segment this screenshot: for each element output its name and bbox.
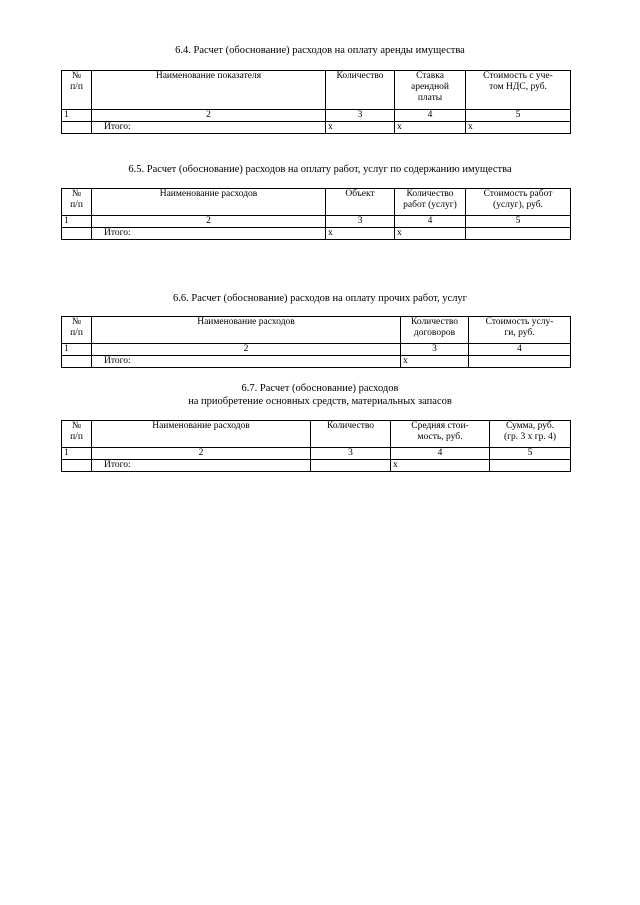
column-number-cell: 3 bbox=[311, 448, 391, 460]
column-number-cell: 3 bbox=[326, 216, 395, 228]
section-6-4-title: 6.4. Расчет (обоснование) расходов на оплату аренды имущества bbox=[175, 45, 465, 56]
total-row bbox=[62, 228, 571, 240]
column-number-cell: 4 bbox=[391, 448, 490, 460]
header-cell: № п/п bbox=[62, 317, 92, 344]
column-number-cell: 4 bbox=[469, 344, 571, 356]
table-6-7 bbox=[61, 420, 571, 472]
section-6-5-title: 6.5. Расчет (обоснование) расходов на оплату работ, услуг по содержанию имущества bbox=[128, 164, 512, 175]
column-number-cell: 2 bbox=[92, 448, 311, 460]
header-cell: Количество работ (услуг) bbox=[395, 189, 466, 216]
table-6-6 bbox=[61, 316, 571, 368]
table-header-row bbox=[62, 421, 571, 448]
header-cell: Количество bbox=[326, 71, 395, 110]
column-number-cell: 1 bbox=[62, 110, 92, 122]
column-number-cell: 2 bbox=[92, 344, 401, 356]
header-cell: Объект bbox=[326, 189, 395, 216]
column-number-cell: 4 bbox=[395, 216, 466, 228]
total-cell: x bbox=[401, 356, 469, 368]
total-label: Итого: bbox=[92, 356, 401, 368]
table-6-4 bbox=[61, 70, 571, 134]
header-cell: Стоимость работ (услуг), руб. bbox=[466, 189, 571, 216]
total-cell: x bbox=[466, 122, 571, 134]
total-label: Итого: bbox=[92, 122, 326, 134]
empty-cell bbox=[311, 460, 391, 472]
column-number-cell: 5 bbox=[466, 110, 571, 122]
column-number-cell: 3 bbox=[326, 110, 395, 122]
column-number-cell: 5 bbox=[466, 216, 571, 228]
header-cell: Наименование расходов bbox=[92, 189, 326, 216]
header-cell: Наименование показателя bbox=[92, 71, 326, 110]
header-cell: Наименование расходов bbox=[92, 317, 401, 344]
header-cell: Стоимость услу- ги, руб. bbox=[469, 317, 571, 344]
header-cell: Количество договоров bbox=[401, 317, 469, 344]
column-number-row bbox=[62, 110, 571, 122]
total-row bbox=[62, 356, 571, 368]
column-number-cell: 4 bbox=[395, 110, 466, 122]
empty-cell bbox=[62, 228, 92, 240]
column-number-cell: 1 bbox=[62, 344, 92, 356]
total-cell: x bbox=[326, 228, 395, 240]
header-cell: Количество bbox=[311, 421, 391, 448]
column-number-row bbox=[62, 344, 571, 356]
header-cell: № п/п bbox=[62, 189, 92, 216]
empty-cell bbox=[490, 460, 571, 472]
total-cell: x bbox=[395, 122, 466, 134]
total-row bbox=[62, 460, 571, 472]
total-cell: x bbox=[395, 228, 466, 240]
table-header-row bbox=[62, 71, 571, 110]
column-number-cell: 5 bbox=[490, 448, 571, 460]
table-header-row bbox=[62, 189, 571, 216]
column-number-cell: 1 bbox=[62, 216, 92, 228]
table-header-row bbox=[62, 317, 571, 344]
header-cell: Наименование расходов bbox=[92, 421, 311, 448]
column-number-cell: 2 bbox=[92, 216, 326, 228]
header-cell: Стоимость с уче- том НДС, руб. bbox=[466, 71, 571, 110]
table-6-5 bbox=[61, 188, 571, 240]
header-cell: № п/п bbox=[62, 421, 92, 448]
header-cell: Сумма, руб. (гр. 3 х гр. 4) bbox=[490, 421, 571, 448]
empty-cell bbox=[62, 356, 92, 368]
empty-cell bbox=[62, 460, 92, 472]
column-number-cell: 2 bbox=[92, 110, 326, 122]
column-number-row bbox=[62, 216, 571, 228]
empty-cell bbox=[469, 356, 571, 368]
total-label: Итого: bbox=[92, 460, 311, 472]
column-number-cell: 3 bbox=[401, 344, 469, 356]
section-6-7-title: 6.7. Расчет (обоснование) расходов bbox=[241, 383, 399, 394]
total-label: Итого: bbox=[92, 228, 326, 240]
header-cell: № п/п bbox=[62, 71, 92, 110]
section-6-7-subtitle: на приобретение основных средств, материальных запасов bbox=[188, 396, 452, 407]
column-number-cell: 1 bbox=[62, 448, 92, 460]
empty-cell bbox=[62, 122, 92, 134]
section-6-6-title: 6.6. Расчет (обоснование) расходов на оплату прочих работ, услуг bbox=[173, 293, 467, 304]
total-cell: x bbox=[326, 122, 395, 134]
header-cell: Ставка арендной платы bbox=[395, 71, 466, 110]
total-row bbox=[62, 122, 571, 134]
empty-cell bbox=[466, 228, 571, 240]
total-cell: x bbox=[391, 460, 490, 472]
header-cell: Средняя стои- мость, руб. bbox=[391, 421, 490, 448]
column-number-row bbox=[62, 448, 571, 460]
